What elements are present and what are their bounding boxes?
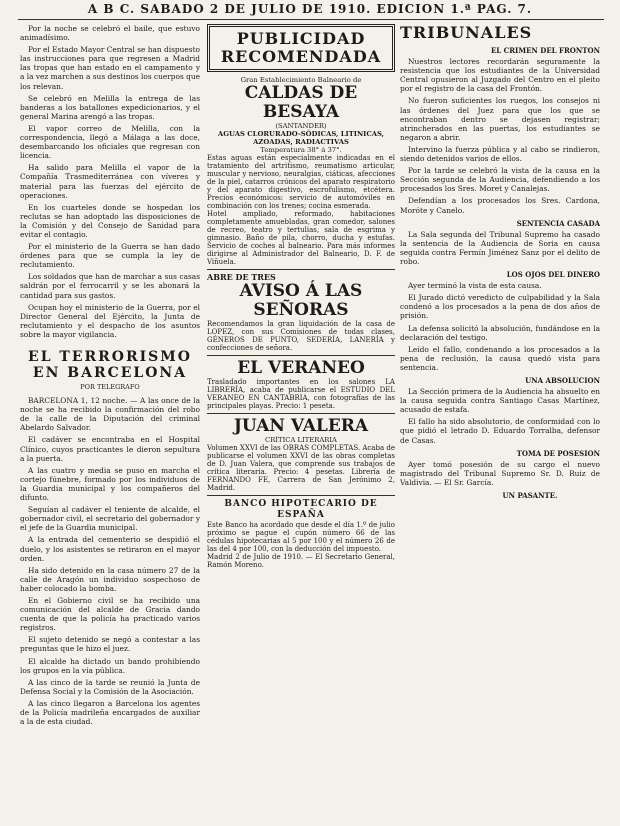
ad-title: JUAN VALERA (233, 416, 369, 437)
paragraph: Ayer terminó la vista de esta causa. (408, 281, 542, 291)
paragraph: La defensa solicitó la absolución, fundándose en la declaración del testigo. (400, 323, 600, 342)
ad-subtitle: Temperatura 38° á 37°. (260, 146, 342, 154)
signature: UN PASANTE. (502, 491, 558, 501)
paragraph: La Sala segunda del Tribunal Supremo ha casado la sentencia de la Audiencia de Soria en causa seguida contra Fermín Jiménez Sanz por el delito de robo. (400, 229, 600, 266)
paragraph: El sujeto detenido se negó a contestar a las preguntas que le hizo el juez. (20, 635, 200, 654)
headline-line: EN BARCELONA (32, 365, 188, 381)
paragraph: Leído el fallo, condenando a los procesados a la pena de reclusión, la causa quedó vista para sentencia. (400, 344, 600, 372)
ad-divider (207, 495, 395, 496)
ad-subtitle: AGUAS CLORURADO-SÓDICAS, LITINICAS, AZOADAS, RADIACTIVAS (217, 130, 385, 146)
paragraph: Por la noche se celebró el baile, que estuvo animadísimo. (20, 24, 200, 43)
column-middle-ads (207, 24, 395, 824)
paragraph: No fueron suficientes los ruegos, los consejos ni las órdenes del Juez para que los que se encontraban dentro se dejasen registrar; atrincherados en las puertas, los estudiantes se negaron a abrir. (400, 96, 600, 142)
headline-line: EL TERRORISMO (28, 349, 192, 365)
ad-title: CALDAS DE BESAYA (244, 83, 358, 122)
ad-kicker: Gran Establecimiento Balneario de (240, 76, 362, 84)
ad-title: AVISO Á LAS SEÑORAS (239, 281, 363, 321)
paragraph: Nuestros lectores recordarán seguramente la resistencia que los estudiantes de la Universidad Central opusieron al Juzgado del Centro en el pleito por el registro de la casa del Frontón. (400, 57, 600, 94)
paragraph: Seguían al cadáver el teniente de alcalde, el gobernador civil, el secretario del gobernador y el jefe de la Guardia municipal. (20, 505, 200, 533)
ad-body: Trasladado importantes en los salones LA LIBRERÍA, acaba de publicarse el ESTUDIO DEL VERANEO EN CANTABRIA, con fotografías de las principales playas. Precio: 1 peseta. (207, 378, 395, 411)
paragraph: Se celebró en Melilla la entrega de las banderas a los batallones expedicionarios, y el general Marina arengó a las tropas. (20, 93, 200, 121)
ad-body: Hotel ampliado, reformado, habitaciones completamente amuebladas, gran comedor, salones de recreo, teatro y tertulias, sala de esgrima y gimnasio. Baño de pila, chorro, ducha y estufas. Servicio de coches al balneario. Para más informes dirigirse al Administrador del Balneario, D. F. de Viñuela. (207, 210, 395, 266)
paragraph: BARCELONA 1, 12 noche. — A las once de la noche se ha recibido la confirmación del robo de la calle de la Diputación del criminal Abelardo Salvador. (20, 396, 200, 433)
paragraph: A las cuatro y media se puso en marcha el cortejo fúnebre, formado por los individuos de la Guardia municipal y los compañeros del difunto. (20, 465, 200, 503)
paragraph: El Jurado dictó veredicto de culpabilidad y la Sala condenó a los procesados a la pena de dos años de prisión. (400, 293, 600, 321)
paragraph: A las cinco de la tarde se reunió la Junta de Defensa Social y la Comisión de la Asociación. (20, 677, 200, 696)
ad-title: BANCO HIPOTECARIO DE ESPAÑA (224, 499, 378, 521)
byline: POR TELEGRAFO (80, 383, 140, 391)
paragraph: Ayer tomó posesión de su cargo el nuevo magistrado del Tribunal Supremo Sr. D. Ruiz de Valdivia. — El Sr. García. (400, 459, 600, 487)
headline (20, 349, 200, 381)
banner-line: RECOMENDADA (220, 47, 382, 66)
ad-subtitle: (SANTANDER) (275, 122, 327, 130)
column-left (20, 24, 200, 824)
ad-divider (207, 269, 395, 270)
banner-line: PUBLICIDAD (236, 29, 366, 48)
paragraph: El cadáver se encontraba en el Hospital Clínico, cuyos practicantes le dieron sepultura a la puerta. (20, 435, 200, 463)
ad-divider (207, 355, 395, 356)
paragraph: Por el Estado Mayor Central se han dispuesto las instrucciones para que regresen a Madrid las tropas que han estado en el campamento y a la vez marchen a sus destinos los cuerpos que los relevan. (20, 45, 200, 91)
column-right (400, 24, 600, 824)
paragraph: La Sección primera de la Audiencia ha absuelto en la causa seguida contra Santiago Casas Martínez, acusado de estafa. (400, 387, 600, 415)
ad-body: Este Banco ha acordado que desde el día 1.º de julio próximo se pague el cupón número 66 de las cédulas hipotecarias al 5 por 100 y el número 26 de las del 4 por 100, con la deducción del impuesto. (207, 521, 395, 554)
ad-strip-label: ABRE DE TRES (207, 272, 276, 282)
paragraph: Los soldados que han de marchar a sus casas saldrán por el ferrocarril y se les abonará la cantidad para sus gastos. (20, 272, 200, 300)
page-header: A B C. SABADO 2 DE JULIO DE 1910. EDICION 1.ª PAG. 7. (87, 2, 533, 16)
ad-subtitle: CRÍTICA LITERARIA (265, 436, 337, 445)
paragraph: Por el ministerio de la Guerra se han dado órdenes para que se cumpla la ley de reclutamiento. (20, 242, 200, 270)
ad-body: Volumen XXVI de las OBRAS COMPLETAS. Acaba de publicarse el volumen XXVI de las obras completas de D. Juan Valera, que comprende sus trabajos de crítica literaria. Precio: 4 pesetas. Librería de FERNANDO FE, Carrera de San Jerónimo 2, Madrid. (207, 444, 395, 493)
publicidad-banner (207, 24, 395, 72)
subsection-title: LOS OJOS DEL DINERO (506, 270, 600, 280)
paragraph: A las cinco llegaron a Barcelona los agentes de la Policía madrileña encargados de auxiliar a la de esta ciudad. (20, 698, 200, 727)
subsection-title: TOMA DE POSESION (516, 448, 600, 458)
ad-body: Recomendamos la gran liquidación de la casa de LOPEZ, con sus Comisiones de todas clases, GÉNEROS DE PUNTO, SEDERÍA, LANERÍA y confecciones de señora. (207, 320, 395, 353)
subsection-title: EL CRIMEN DEL FRONTON (490, 46, 600, 55)
paragraph: El fallo ha sido absolutorio, de conformidad con lo que pidió el letrado D. Eduardo Torralba, defensor de Casas. (400, 417, 600, 445)
section-title: TRIBUNALES (400, 24, 533, 42)
paragraph: El vapor correo de Melilla, con la correspondencia, llegó a Málaga a las doce, desembarcando los oficiales que regresan con licencia. (20, 123, 200, 161)
ad-title: EL VERANEO (237, 358, 365, 379)
subsection-title: UNA ABSOLUCION (525, 376, 600, 385)
paragraph: Ha salido para Melilla el vapor de la Compañía Trasmediterránea con víveres y material para las fuerzas del ejército de operaciones. (20, 163, 200, 200)
paragraph: A la entrada del cementerio se despidió el duelo, y los asistentes se retiraron en el mayor orden. (20, 535, 200, 563)
paragraph: Defendían a los procesados los Sres. Cardona, Moróte y Canelo. (400, 196, 600, 215)
paragraph: Por la tarde se celebró la vista de la causa en la Sección segunda de la Audiencia, defendiendo a los procesados los Sres. Moret y Canalejas. (400, 166, 600, 194)
paragraph: Ocupan hoy el ministerio de la Guerra, por el Director General del Ejército, la Junta de reclutamiento y el despacho de los asuntos sobre la mayor vigilancia. (20, 302, 200, 339)
paragraph: Intervino la fuerza pública y al cabo se rindieron, siendo detenidos varios de ellos. (400, 144, 600, 164)
paragraph: En los cuarteles donde se hospedan los reclutas se han adoptado las disposiciones de la Comisión y del Consejo de Sanidad para evitar el contagio. (20, 202, 200, 239)
paragraph: Ha sido detenido en la casa número 27 de la calle de Aragón un individuo sospechoso de haber colocado la bomba. (20, 565, 200, 593)
ad-divider (207, 413, 395, 414)
subsection-title: SENTENCIA CASADA (516, 218, 600, 228)
ad-footer: Madrid 2 de Julio de 1910. — El Secretario General, Ramón Moreno. (207, 553, 395, 570)
header-rule (18, 19, 604, 20)
ad-body: Estas aguas están especialmente indicadas en el tratamiento del artritismo, reumatismo articular, muscular y nervioso, neuralgias, ciáticas, afecciones de la piel, catarros crónicos del aparato respiratorio y del aparato digestivo, escrofulismo, etcétera. Precios económicos: servicio de automóviles en combinación con los trenes; cocina esmerada. (207, 154, 395, 210)
paragraph: En el Gobierno civil se ha recibido una comunicación del alcalde de Gracia dando cuenta de que la policía ha practicado varios registros. (20, 595, 200, 633)
paragraph: El alcalde ha dictado un bando prohibiendo los grupos en la vía pública. (20, 656, 200, 675)
